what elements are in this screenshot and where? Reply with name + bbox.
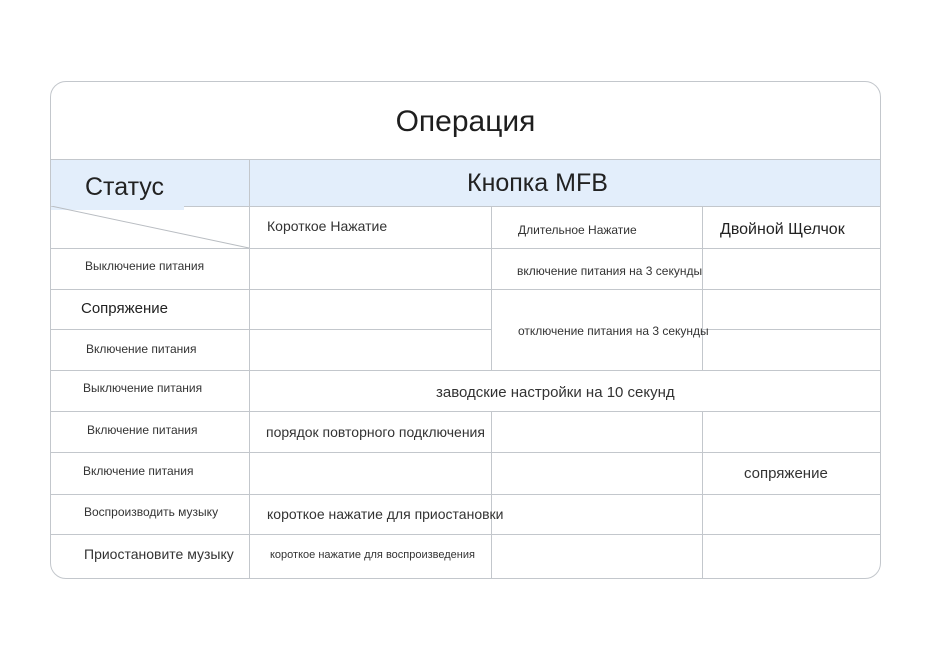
grid-line bbox=[51, 370, 880, 371]
row-1-status: Выключение питания bbox=[85, 259, 205, 273]
row-1-long-press: включение питания на 3 секунды bbox=[517, 264, 703, 278]
header-mfb-button: Кнопка MFB bbox=[467, 169, 608, 197]
row-6-status: Включение питания bbox=[83, 464, 194, 478]
grid-line bbox=[184, 206, 880, 207]
table-title-row bbox=[51, 82, 880, 159]
row-4-status: Выключение питания bbox=[83, 381, 203, 395]
grid-line bbox=[51, 159, 880, 160]
grid-line bbox=[702, 411, 703, 578]
row-2-status: Сопряжение bbox=[81, 300, 168, 317]
grid-line bbox=[51, 329, 491, 330]
grid-line bbox=[51, 452, 880, 453]
header-band bbox=[51, 159, 880, 206]
table-title: Операция bbox=[395, 104, 536, 138]
row-6-double-click: сопряжение bbox=[744, 465, 828, 482]
grid-line bbox=[491, 206, 492, 370]
grid-line bbox=[51, 534, 880, 535]
row-5-status: Включение питания bbox=[87, 423, 198, 437]
header-status: Статус bbox=[85, 173, 165, 201]
header-long-press: Длительное Нажатие bbox=[518, 223, 637, 237]
grid-line bbox=[51, 494, 880, 495]
row-7-status: Воспроизводить музыку bbox=[84, 505, 219, 519]
row-4-merged-action: заводские настройки на 10 секунд bbox=[436, 384, 675, 401]
corner-diagonal-line bbox=[51, 206, 250, 249]
row-8-status: Приостановите музыку bbox=[84, 546, 234, 562]
row-3-status: Включение питания bbox=[86, 342, 197, 356]
header-short-press: Короткое Нажатие bbox=[267, 218, 388, 234]
grid-line bbox=[702, 206, 703, 370]
grid-line bbox=[702, 329, 880, 330]
grid-line bbox=[51, 289, 880, 290]
grid-line bbox=[51, 411, 880, 412]
header-double-click: Двойной Щелчок bbox=[720, 221, 845, 238]
row-2-long-press: отключение питания на 3 секунды bbox=[518, 324, 709, 338]
operations-table bbox=[50, 81, 881, 579]
row-7-short-press: короткое нажатие для приостановки bbox=[267, 506, 504, 522]
row-8-short-press: короткое нажатие для воспроизведения bbox=[270, 549, 475, 561]
grid-line bbox=[491, 411, 492, 578]
row-5-short-press: порядок повторного подключения bbox=[266, 424, 485, 440]
